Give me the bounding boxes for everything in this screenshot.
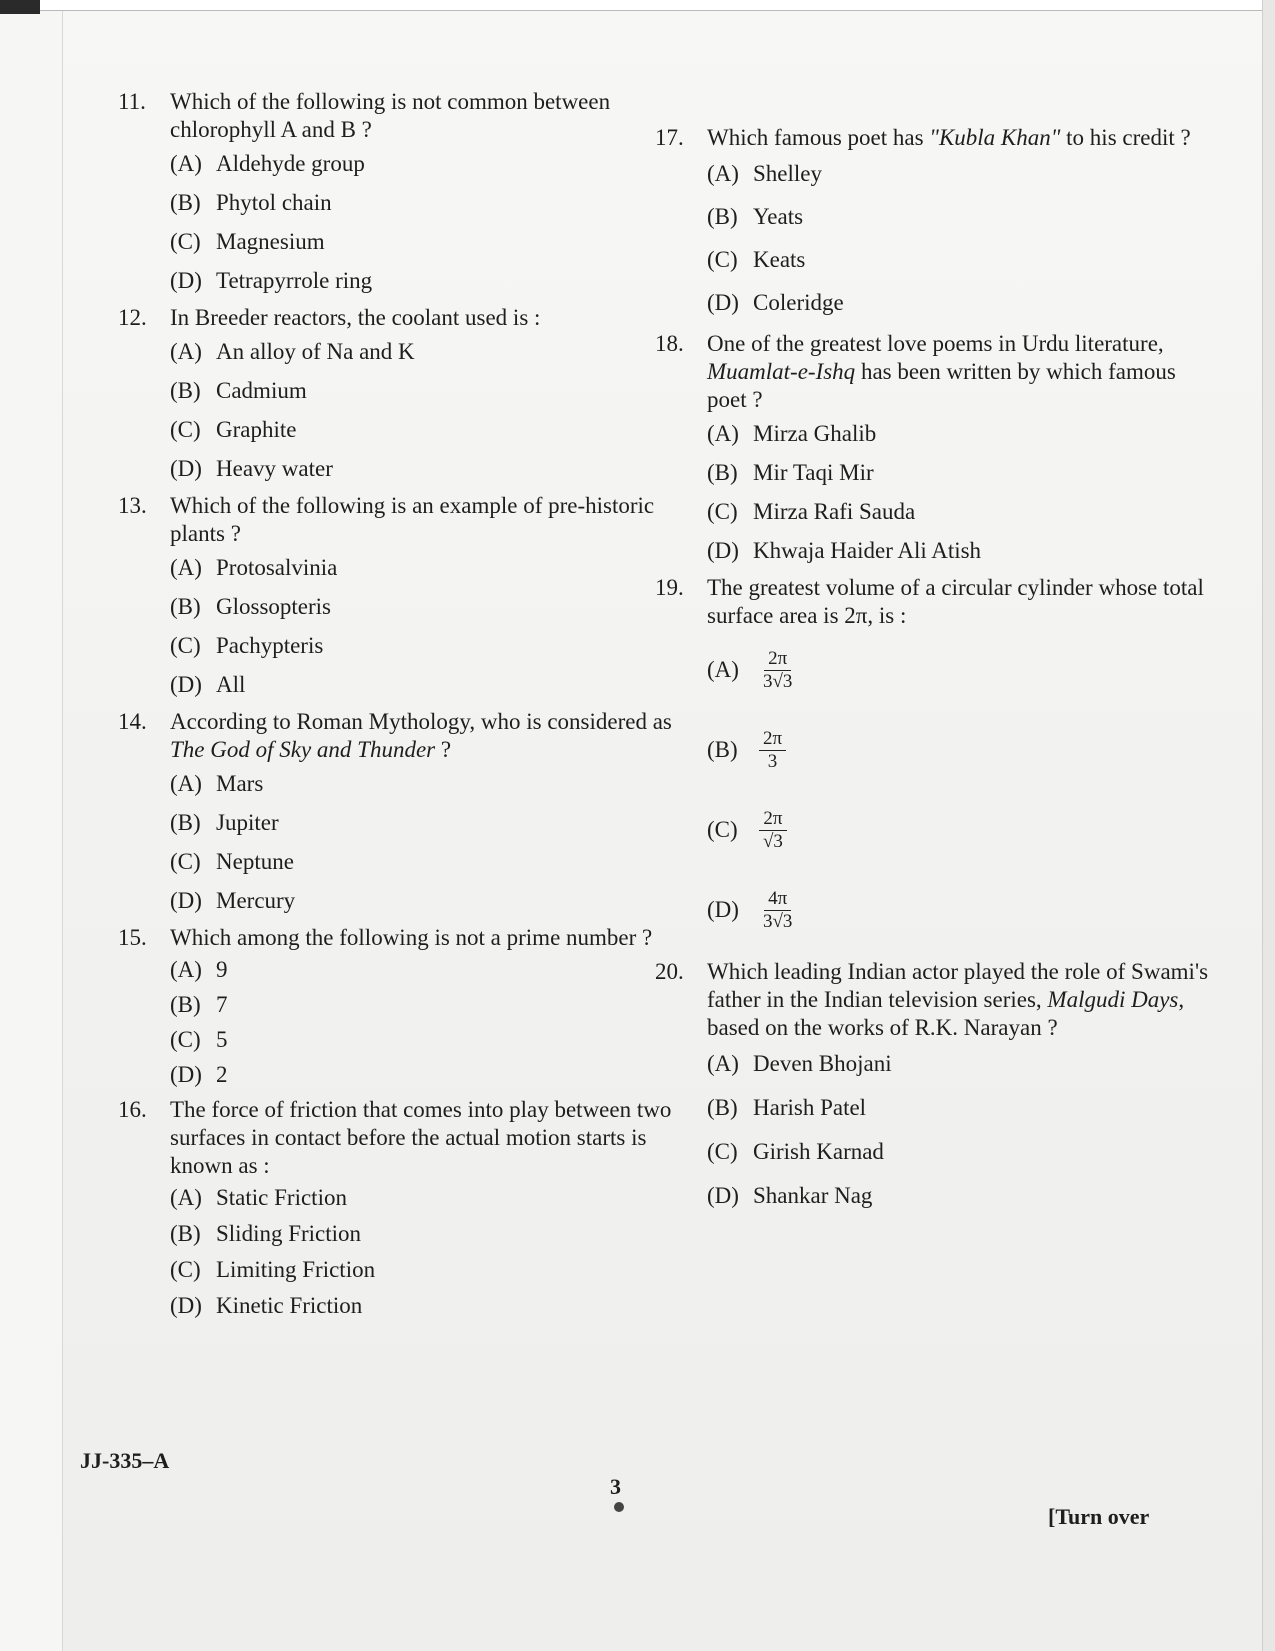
page-top-edge bbox=[40, 0, 1275, 11]
option-c: (C) $\frac{2\pi}{√3}$ bbox=[707, 790, 1220, 870]
page-corner bbox=[0, 0, 40, 14]
question-text: Which of the following is an example of pre-historic plants ? bbox=[170, 493, 655, 546]
question-number: 15. bbox=[118, 925, 147, 950]
question-text: According to Roman Mythology, who is considered as The God of Sky and Thunder ? bbox=[170, 709, 672, 762]
turn-over-label: [Turn over bbox=[1048, 1504, 1150, 1529]
question-number: 16. bbox=[118, 1097, 147, 1122]
question-number: 20. bbox=[655, 959, 684, 984]
question-text: In Breeder reactors, the coolant used is : bbox=[170, 305, 541, 330]
right-column bbox=[655, 124, 1220, 1218]
fraction: $\frac{2\pi}{3}$ bbox=[759, 728, 786, 773]
option-b: (B) Yeats bbox=[707, 203, 804, 229]
option-d: (D) Heavy water bbox=[170, 455, 333, 481]
page-dot bbox=[614, 1502, 624, 1512]
option-a: (A) Protosalvinia bbox=[170, 554, 338, 580]
page-right-edge bbox=[1262, 0, 1275, 1651]
option-b: (B) Jupiter bbox=[170, 809, 279, 835]
fraction: $\frac{2\pi}{√3}$ bbox=[759, 808, 787, 853]
question-number: 17. bbox=[655, 125, 684, 150]
option-d: (D) Tetrapyrrole ring bbox=[170, 267, 373, 293]
question-text: Which leading Indian actor played the role of Swami's father in the Indian television series, Malgudi Days, based on the works of R.K. Narayan ? bbox=[707, 959, 1209, 1040]
option-b: (B) Mir Taqi Mir bbox=[707, 459, 874, 485]
question-text: The greatest volume of a circular cylinder whose total surface area is 2π, is : bbox=[707, 575, 1204, 628]
option-a: (A) Shelley bbox=[707, 160, 822, 186]
question-text: Which famous poet has "Kubla Khan" to his credit ? bbox=[707, 125, 1191, 150]
option-c: (C) Pachypteris bbox=[170, 632, 324, 658]
question-text: Which among the following is not a prime number ? bbox=[170, 925, 653, 950]
paper-code: JJ-335–A bbox=[80, 1448, 170, 1473]
question-text: One of the greatest love poems in Urdu literature, Muamlat-e-Ishq has been written by which famous poet ? bbox=[707, 331, 1176, 412]
fraction: $\frac{4\pi}{3√3}$ bbox=[763, 887, 793, 932]
option-b: (B) Harish Patel bbox=[707, 1095, 867, 1120]
page-number: 3 bbox=[610, 1474, 621, 1499]
question-15 bbox=[118, 924, 688, 1092]
fraction: $\frac{2\pi}{3√3}$ bbox=[763, 647, 793, 692]
option-a: (A) 9 bbox=[170, 956, 228, 982]
option-a: (A) An alloy of Na and K bbox=[170, 338, 415, 364]
question-text: The force of friction that comes into play between two surfaces in contact before the actual motion starts is known as : bbox=[170, 1097, 672, 1178]
option-c: (C) Girish Karnad bbox=[707, 1139, 884, 1164]
question-number: 11. bbox=[118, 89, 146, 114]
option-a: (A) $\frac{2\pi}{3√3}$ bbox=[707, 630, 1220, 710]
option-c: (C) Magnesium bbox=[170, 228, 325, 254]
option-d: (D) Kinetic Friction bbox=[170, 1293, 363, 1318]
question-number: 12. bbox=[118, 305, 147, 330]
question-11 bbox=[118, 88, 688, 300]
option-a: (A) Mars bbox=[170, 770, 264, 796]
option-d: (D) All bbox=[170, 671, 246, 697]
option-b: (B) Glossopteris bbox=[170, 593, 331, 619]
option-a: (A) Deven Bhojani bbox=[707, 1051, 892, 1076]
option-b: (B) Sliding Friction bbox=[170, 1221, 362, 1246]
page-fold bbox=[0, 0, 63, 1651]
option-d: (D) Shankar Nag bbox=[707, 1183, 873, 1208]
option-d: (D) Khwaja Haider Ali Atish bbox=[707, 537, 982, 563]
question-number: 13. bbox=[118, 493, 147, 518]
option-c: (C) 5 bbox=[170, 1026, 228, 1052]
question-20 bbox=[655, 958, 1220, 1218]
option-b: (B) Cadmium bbox=[170, 377, 307, 403]
question-13 bbox=[118, 492, 688, 704]
option-c: (C) Keats bbox=[707, 246, 806, 272]
left-column bbox=[118, 88, 688, 1324]
question-14 bbox=[118, 708, 688, 920]
option-c: (C) Mirza Rafi Sauda bbox=[707, 498, 916, 524]
question-16 bbox=[118, 1096, 688, 1324]
question-19 bbox=[655, 574, 1220, 950]
option-a: (A) Static Friction bbox=[170, 1185, 347, 1210]
question-number: 18. bbox=[655, 331, 684, 356]
option-d: (D) Coleridge bbox=[707, 289, 844, 315]
option-d: (D) Mercury bbox=[170, 887, 296, 913]
option-c: (C) Limiting Friction bbox=[170, 1257, 376, 1282]
option-b: (B) Phytol chain bbox=[170, 189, 332, 215]
question-number: 19. bbox=[655, 575, 684, 600]
option-d: (D) $\frac{4\pi}{3√3}$ bbox=[707, 870, 1220, 950]
question-18 bbox=[655, 330, 1220, 570]
question-number: 14. bbox=[118, 709, 147, 734]
option-c: (C) Neptune bbox=[170, 848, 294, 874]
question-17 bbox=[655, 124, 1220, 324]
question-text: Which of the following is not common between chlorophyll A and B ? bbox=[170, 89, 611, 142]
question-12 bbox=[118, 304, 688, 488]
option-a: (A) Mirza Ghalib bbox=[707, 420, 877, 446]
option-b: (B) $\frac{2\pi}{3}$ bbox=[707, 710, 1220, 790]
option-b: (B) 7 bbox=[170, 991, 228, 1017]
option-a: (A) Aldehyde group bbox=[170, 150, 365, 176]
option-d: (D) 2 bbox=[170, 1061, 228, 1087]
option-c: (C) Graphite bbox=[170, 416, 297, 442]
